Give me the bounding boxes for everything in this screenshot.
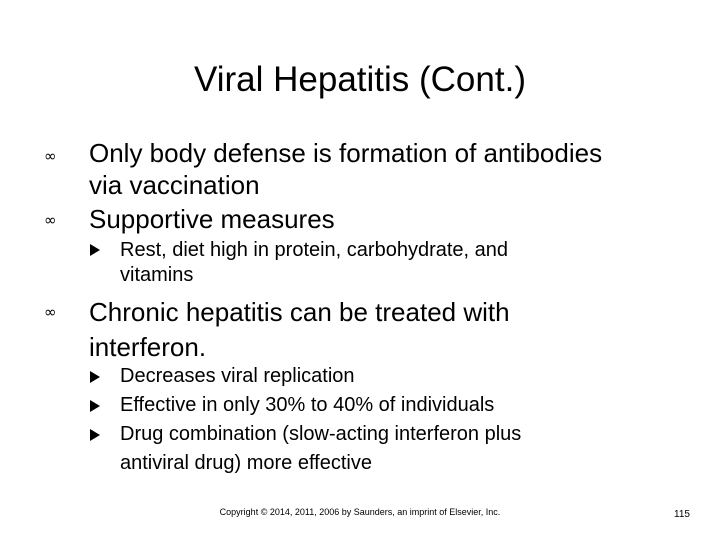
bullet-symbol-icon: ∞	[44, 147, 57, 165]
bullet-1	[89, 137, 689, 201]
arrow-bullet-icon	[90, 244, 100, 256]
sub-bullet-3	[120, 391, 680, 420]
copyright-footer: Copyright © 2014, 2011, 2006 by Saunders, an imprint of Elsevier, Inc.	[219, 507, 501, 517]
sub-bullet-4-line-2: antiviral drug) more effective	[120, 452, 372, 474]
sub-bullet-1	[120, 236, 680, 290]
sub-bullet-3-line-1: Effective in only 30% to 40% of individuals	[120, 394, 495, 416]
bullet-symbol-icon: ∞	[44, 211, 57, 229]
bullet-2	[89, 203, 689, 235]
bullet-symbol-icon: ∞	[44, 303, 57, 321]
slide-title: Viral Hepatitis (Cont.)	[194, 60, 526, 99]
bullet-1-line-2: via vaccination	[89, 170, 260, 200]
sub-bullet-4-line-1: Drug combination (slow-acting interferon plus	[120, 423, 522, 445]
sub-bullet-1-line-2: vitamins	[120, 264, 194, 286]
bullet-3	[89, 296, 689, 363]
bullet-3-line-2: interferon.	[89, 332, 207, 362]
sub-bullet-4	[120, 420, 680, 478]
bullet-3-line-1: Chronic hepatitis can be treated with	[89, 297, 510, 327]
sub-bullet-2	[120, 362, 680, 391]
bullet-2-line-1: Supportive measures	[89, 204, 335, 234]
arrow-bullet-icon	[90, 429, 100, 441]
sub-bullet-1-line-1: Rest, diet high in protein, carbohydrate, and	[120, 239, 509, 261]
sub-bullet-2-line-1: Decreases viral replication	[120, 365, 355, 387]
arrow-bullet-icon	[90, 400, 100, 412]
bullet-1-line-1: Only body defense is formation of antibodies	[89, 138, 603, 168]
page-number: 115	[674, 509, 690, 520]
arrow-bullet-icon	[90, 371, 100, 383]
